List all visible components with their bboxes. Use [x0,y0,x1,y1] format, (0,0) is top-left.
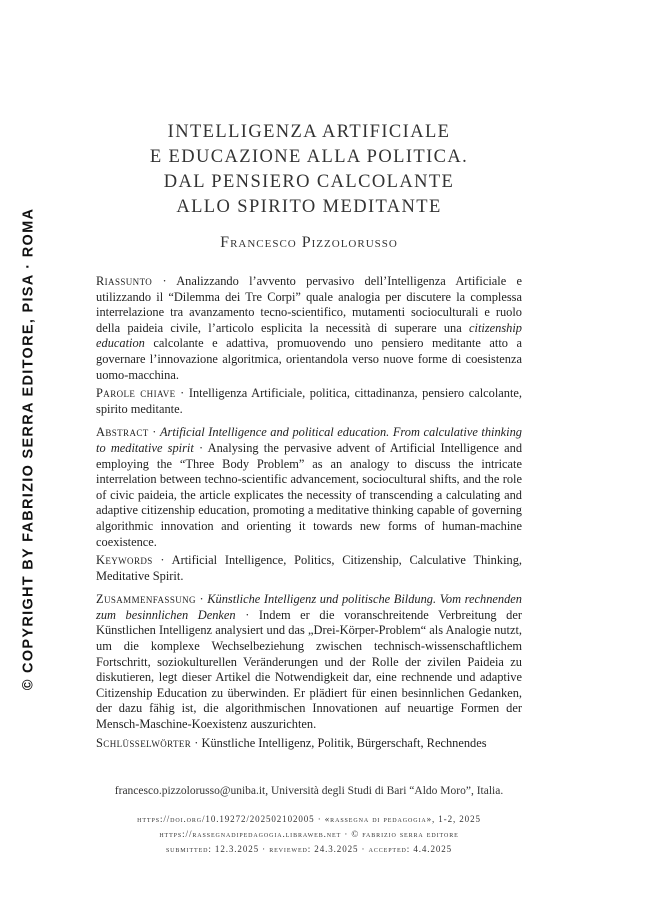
separator: · [148,425,160,440]
parole-chiave-label: Parole chiave [96,386,176,401]
side-copyright-text: © COPYRIGHT BY FABRIZIO SERRA EDITORE, PISA · ROMA [20,207,36,691]
side-copyright-banner [6,207,50,691]
article-title [96,120,522,220]
abstract-label: Abstract [96,425,149,440]
schluesselwoerter-label: Schlüsselwörter [96,735,192,750]
separator: · [195,592,208,607]
title-line: ALLO SPIRITO MEDITANTE [176,197,442,217]
abstract-text: Analysing the pervasive advent of Artificial Intelligence and employing the “Three Body Problem” as an analogy to discuss the intricate interrelation between techno-scientific advancement, sociocultural shifts, and the role of civic paideia, the article explicates the necessity of transcending a calculating and adaptive citizenship education, promoting a meditative thinking capable of governing algorithmic innovation and orienting it towards new forms of human-machine coexistence. [96,440,523,549]
title-line: E EDUCAZIONE ALLA POLITICA. [149,147,469,167]
title-line: DAL PENSIERO CALCOLANTE [163,172,455,192]
separator: · [152,274,177,288]
riassunto-label: Riassunto [96,274,153,288]
zusammenfassung-label: Zusammenfassung [96,592,196,607]
abstract-paragraph [96,425,522,550]
separator: · [235,607,259,622]
zusammenfassung-paragraph [96,592,522,732]
abstract-title: Artificial Intelligence and political education. From calculative thinking to meditative spirit [96,425,522,455]
separator: · [152,553,172,568]
separator: · [191,735,202,750]
riassunto-paragraph [96,274,522,383]
schluesselwoerter-paragraph [96,736,522,752]
separator: · [193,440,208,455]
riassunto-text: Analizzando l’avvento pervasivo dell’Intelligenza Artificiale e utilizzando il “Dilemma dei Tre Corpi” quale analogia per discutere la complessa interrelazione tra avanzamento tecno-scientifico, mutamenti socioculturali e ruolo della paideia civile, l’articolo esplicita la necessità di superare una [96,274,522,335]
author-email-affiliation: francesco.pizzolorusso@uniba.it, Università degli Studi di Bari “Aldo Moro”, Italia. [114,785,504,797]
doi-line: https://doi.org/10.19272/202502102005 · «rassegna di pedagogia», 1-2, 2025 [137,814,481,824]
schluesselwoerter-text: Künstliche Intelligenz, Politik, Bürgerschaft, Rechnendes [201,735,487,750]
riassunto-text-end: calcolante e adattiva, promuovendo uno pensiero meditante atto a governare l’innovazione algoritmica, orientandola verso nuove forme di coesistenza uomo-macchina. [96,336,522,382]
dates-line: submitted: 12.3.2025 · reviewed: 24.3.2025 · accepted: 4.4.2025 [165,844,453,854]
zusammenfassung-title: Künstliche Intelligenz und politische Bildung. Vom rechnenden zum besinnlichen Denken [96,592,522,622]
separator: · [175,386,189,401]
website-line: https://rassegnadipedagogia.libraweb.net · © fabrizio serra editore [159,829,459,839]
parole-chiave-text: Intelligenza Artificiale, politica, cittadinanza, pensiero calcolante, spirito meditante. [96,386,523,416]
parole-chiave-paragraph [96,386,522,417]
keywords-text: Artificial Intelligence, Politics, Citizenship, Calculative Thinking, Meditative Spirit. [96,553,522,583]
riassunto-italic-term: citizenship education [96,320,522,351]
zusammenfassung-text: Indem er die voranschreitende Verbreitung der Künstlichen Intelligenz analysiert und das „Drei-Körper-Problem“ als Analogie nutzt, um die komplexe Wechselbeziehung zwischen technisch-wissenschaftlichem Fortschritt, soziokulturellen Veränderungen und der Rolle der zivilen Paideia zu diskutieren, legt dieser Artikel die Notwendigkeit dar, eine rechnende und adaptive Citizenship Education zu überwinden. Er plädiert für einen besinnlichen Gedanken, der dazu fähig ist, die algorithmischen Innovationen auf neuartige Formen der Mensch-Maschine-Koexistenz auszurichten. [96,607,523,732]
title-line: INTELLIGENZA ARTIFICIALE [167,122,451,142]
keywords-paragraph [96,553,522,584]
article-header [96,120,522,754]
author-name: Francesco Pizzolorusso [220,234,398,251]
keywords-label: Keywords [96,553,153,568]
